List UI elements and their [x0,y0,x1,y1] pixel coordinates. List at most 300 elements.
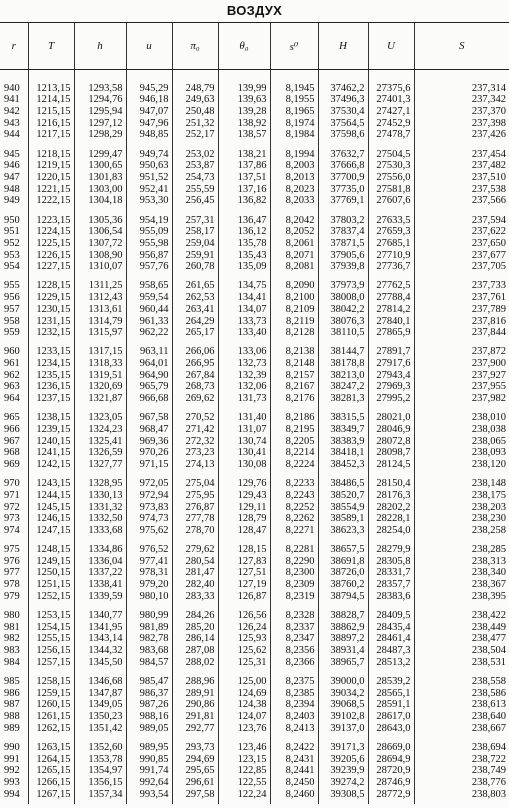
table-cell: 942 [4,106,20,118]
table-cell: 133,06 [237,346,267,358]
column-pi0-cell [172,474,218,540]
table-cell: 8,2450 [285,776,315,788]
table-cell: 38008,0 [330,292,365,304]
column-u-cell [126,343,172,409]
table-cell: 283,33 [185,590,215,602]
table-cell: 1343,14 [88,633,123,645]
table-cell: 961,33 [139,315,169,327]
table-cell: 284,26 [185,609,215,621]
table-cell: 238,586 [471,687,506,699]
table-cell: 963 [4,381,20,393]
table-cell: 28461,4 [376,633,411,645]
table-cell: 238,148 [471,478,506,490]
table-cell: 950,63 [139,160,169,172]
column-s0-cell [270,474,318,540]
table-cell: 1320,69 [88,381,123,393]
table-cell: 257,31 [185,214,215,226]
table-cell: 945,29 [139,82,169,94]
table-cell: 238,367 [471,579,506,591]
column-T-cell [28,343,74,409]
table-cell: 275,95 [185,489,215,501]
table-cell: 1249,15 [36,555,71,567]
table-cell: 952,41 [139,183,169,195]
spacer-cell [172,70,218,80]
spacer-cell [28,70,74,80]
table-row-group [0,672,509,738]
table-cell: 27969,3 [376,381,411,393]
table-cell: 28021,0 [376,412,411,424]
table-cell: 28150,4 [376,478,411,490]
table-cell: 270,52 [185,412,215,424]
table-cell: 237,370 [471,106,506,118]
table-cell: 28565,1 [376,687,411,699]
table-cell: 237,955 [471,381,506,393]
table-cell: 280,54 [185,555,215,567]
table-cell: 980 [4,609,20,621]
column-T-cell [28,672,74,738]
column-r-cell [0,145,28,211]
table-cell: 965,79 [139,381,169,393]
table-cell: 1214,15 [36,94,71,106]
table-cell: 28305,8 [376,555,411,567]
spacer-cell [126,70,172,80]
table-cell: 956 [4,292,20,304]
table-cell: 8,1965 [285,106,315,118]
column-h-cell [74,672,126,738]
column-U-cell [368,474,414,540]
table-cell: 37871,5 [330,237,365,249]
table-cell: 237,900 [471,358,506,370]
table-cell: 969,36 [139,435,169,447]
table-cell: 134,75 [237,280,267,292]
table-cell: 1237,15 [36,393,71,405]
column-s0-cell [270,738,318,804]
column-pi0-cell [172,145,218,211]
table-cell: 1312,43 [88,292,123,304]
table-cell: 238,422 [471,609,506,621]
table-cell: 966 [4,423,20,435]
table-cell: 989 [4,722,20,734]
table-cell: 27452,9 [376,117,411,129]
table-cell: 974 [4,524,20,536]
table-cell: 1243,15 [36,478,71,490]
table-cell: 38213,0 [330,369,365,381]
table-cell: 8,2281 [285,544,315,556]
table-cell: 131,73 [237,393,267,405]
column-theta0-cell [218,738,270,804]
table-cell: 988 [4,710,20,722]
table-cell: 127,83 [237,555,267,567]
column-r-cell [0,343,28,409]
table-cell: 1213,15 [36,82,71,94]
table-cell: 965 [4,412,20,424]
table-cell: 8,2033 [285,195,315,207]
table-cell: 254,73 [185,172,215,184]
table-cell: 1240,15 [36,435,71,447]
table-cell: 990 [4,741,20,753]
table-cell: 28228,1 [376,513,411,525]
column-S-cell [414,606,509,672]
column-h-cell [74,474,126,540]
column-pi0-cell [172,738,218,804]
column-U-cell [368,145,414,211]
table-cell: 37632,7 [330,148,365,160]
table-cell: 991 [4,753,20,765]
column-theta0-cell [218,474,270,540]
table-cell: 8,2394 [285,699,315,711]
table-cell: 977,41 [139,555,169,567]
table-cell: 8,2023 [285,183,315,195]
table-cell: 39102,8 [330,710,365,722]
table-cell: 37769,1 [330,195,365,207]
table-cell: 994 [4,788,20,800]
table-cell: 972,05 [139,478,169,490]
column-u-cell [126,606,172,672]
column-u-cell [126,474,172,540]
table-cell: 1326,59 [88,447,123,459]
table-cell: 992,64 [139,776,169,788]
column-pi0-cell [172,409,218,475]
table-cell: 1228,15 [36,280,71,292]
table-cell: 253,02 [185,148,215,160]
table-cell: 1232,15 [36,327,71,339]
table-cell: 291,81 [185,710,215,722]
column-header-pi0: π₀ [172,23,218,70]
table-row-group [0,409,509,475]
table-cell: 1258,15 [36,675,71,687]
column-U-cell [368,79,414,145]
column-U-cell [368,211,414,277]
table-cell: 238,449 [471,621,506,633]
column-pi0-cell [172,540,218,606]
table-cell: 237,789 [471,303,506,315]
table-cell: 28746,9 [376,776,411,788]
table-cell: 260,78 [185,261,215,273]
table-cell: 28124,5 [376,459,411,471]
table-cell: 28513,2 [376,656,411,668]
table-cell: 290,86 [185,699,215,711]
table-title: ВОЗДУХ [226,3,283,18]
table-cell: 1339,59 [88,590,123,602]
table-cell: 238,285 [471,544,506,556]
table-cell: 941 [4,94,20,106]
table-cell: 39308,5 [330,788,365,800]
table-cell: 37837,4 [330,226,365,238]
table-cell: 1223,15 [36,214,71,226]
table-cell: 949,74 [139,148,169,160]
table-cell: 38520,7 [330,489,365,501]
table-cell: 237,677 [471,249,506,261]
table-cell: 978 [4,579,20,591]
table-cell: 38486,5 [330,478,365,490]
table-cell: 948 [4,183,20,195]
table-cell: 27633,5 [376,214,411,226]
table-cell: 1341,95 [88,621,123,633]
table-cell: 39068,5 [330,699,365,711]
column-H-cell [318,343,368,409]
table-cell: 27891,7 [376,346,411,358]
table-cell: 1238,15 [36,412,71,424]
table-row-group [0,606,509,672]
table-cell: 982 [4,633,20,645]
table-cell: 1321,87 [88,393,123,405]
table-cell: 987,26 [139,699,169,711]
table-cell: 27840,1 [376,315,411,327]
table-cell: 38657,5 [330,544,365,556]
table-cell: 133,40 [237,327,267,339]
column-r-cell [0,277,28,343]
table-cell: 1224,15 [36,226,71,238]
table-cell: 8,2431 [285,753,315,765]
table-cell: 983,68 [139,645,169,657]
table-cell: 238,340 [471,567,506,579]
column-header-h: h [74,23,126,70]
table-cell: 1334,86 [88,544,123,556]
column-h-cell [74,409,126,475]
column-H-cell [318,474,368,540]
table-cell: 28202,2 [376,501,411,513]
table-cell: 1266,15 [36,776,71,788]
table-cell: 8,2148 [285,358,315,370]
table-cell: 975,62 [139,524,169,536]
column-h-cell [74,145,126,211]
table-cell: 971,15 [139,459,169,471]
table-cell: 1336,04 [88,555,123,567]
table-cell: 238,613 [471,699,506,711]
column-T-cell [28,79,74,145]
table-cell: 1308,90 [88,249,123,261]
table-cell: 1305,36 [88,214,123,226]
table-cell: 1356,15 [88,776,123,788]
table-cell: 238,175 [471,489,506,501]
table-cell: 250,48 [185,106,215,118]
table-cell: 38897,2 [330,633,365,645]
table-cell: 238,120 [471,459,506,471]
table-cell: 951 [4,226,20,238]
table-cell: 8,1974 [285,117,315,129]
table-cell: 1338,41 [88,579,123,591]
table-cell: 980,10 [139,590,169,602]
table-cell: 38247,2 [330,381,365,393]
column-H-cell [318,409,368,475]
table-cell: 8,2243 [285,489,315,501]
table-cell: 959 [4,327,20,339]
table-cell: 957 [4,303,20,315]
column-u-cell [126,211,172,277]
column-s0-cell [270,343,318,409]
table-cell: 37530,4 [330,106,365,118]
table-cell: 238,010 [471,412,506,424]
table-cell: 282,40 [185,579,215,591]
table-row-group [0,343,509,409]
table-cell: 288,96 [185,675,215,687]
table-cell: 989,95 [139,741,169,753]
table-cell: 237,705 [471,261,506,273]
table-cell: 139,99 [237,82,267,94]
table-cell: 954 [4,261,20,273]
table-cell: 127,19 [237,579,267,591]
table-cell: 264,29 [185,315,215,327]
table-cell: 27788,4 [376,292,411,304]
table-cell: 946 [4,160,20,172]
table-cell: 8,2385 [285,687,315,699]
column-header-U: U [368,23,414,70]
table-cell: 28435,4 [376,621,411,633]
table-cell: 39239,9 [330,765,365,777]
table-cell: 953 [4,249,20,261]
column-theta0-cell [218,343,270,409]
table-row-group [0,211,509,277]
table-cell: 28591,1 [376,699,411,711]
table-cell: 8,2290 [285,555,315,567]
table-cell: 1222,15 [36,195,71,207]
table-cell: 125,00 [237,675,267,687]
column-pi0-cell [172,343,218,409]
table-cell: 263,41 [185,303,215,315]
table-cell: 1255,15 [36,633,71,645]
table-cell: 273,23 [185,447,215,459]
table-cell: 1253,15 [36,609,71,621]
table-cell: 137,16 [237,183,267,195]
table-cell: 984,57 [139,656,169,668]
table-cell: 1248,15 [36,544,71,556]
table-row-group [0,145,509,211]
table-cell: 296,61 [185,776,215,788]
column-h-cell [74,79,126,145]
table-cell: 993 [4,776,20,788]
table-cell: 968,47 [139,423,169,435]
table-cell: 1351,42 [88,722,123,734]
table-cell: 1323,05 [88,412,123,424]
table-cell: 977 [4,567,20,579]
spacer-cell [218,70,270,80]
column-S-cell [414,211,509,277]
table-cell: 237,426 [471,129,506,141]
column-theta0-cell [218,606,270,672]
table-cell: 238,093 [471,447,506,459]
table-cell: 238,395 [471,590,506,602]
column-h-cell [74,606,126,672]
table-cell: 38623,3 [330,524,365,536]
table-cell: 238,722 [471,753,506,765]
table-cell: 8,2128 [285,327,315,339]
table-cell: 262,53 [185,292,215,304]
table-cell: 135,78 [237,237,267,249]
table-cell: 37735,0 [330,183,365,195]
table-cell: 1250,15 [36,567,71,579]
table-cell: 238,504 [471,645,506,657]
table-cell: 237,816 [471,315,506,327]
table-cell: 1337,22 [88,567,123,579]
column-H-cell [318,606,368,672]
table-cell: 37598,6 [330,129,365,141]
table-cell: 134,07 [237,303,267,315]
table-cell: 1357,34 [88,788,123,800]
table-cell: 955 [4,280,20,292]
table-cell: 268,73 [185,381,215,393]
column-S-cell [414,474,509,540]
table-cell: 39205,6 [330,753,365,765]
table-cell: 37564,5 [330,117,365,129]
table-cell: 38828,7 [330,609,365,621]
column-U-cell [368,540,414,606]
table-cell: 1311,25 [88,280,123,292]
table-cell: 1333,68 [88,524,123,536]
table-cell: 988,16 [139,710,169,722]
table-cell: 27995,2 [376,393,411,405]
table-cell: 8,2224 [285,459,315,471]
column-theta0-cell [218,409,270,475]
table-row-group [0,277,509,343]
table-cell: 38589,1 [330,513,365,525]
table-cell: 137,86 [237,160,267,172]
table-cell: 1219,15 [36,160,71,172]
column-H-cell [318,672,368,738]
table-cell: 971 [4,489,20,501]
table-cell: 959,54 [139,292,169,304]
table-cell: 982,78 [139,633,169,645]
column-S-cell [414,672,509,738]
table-cell: 1298,29 [88,129,123,141]
column-r-cell [0,672,28,738]
table-cell: 38178,8 [330,358,365,370]
column-H-cell [318,738,368,804]
table-cell: 238,065 [471,435,506,447]
column-H-cell [318,211,368,277]
table-cell: 945 [4,148,20,160]
table-cell: 1313,61 [88,303,123,315]
table-cell: 267,84 [185,369,215,381]
column-S-cell [414,540,509,606]
table-cell: 28772,9 [376,788,411,800]
table-cell: 38349,7 [330,423,365,435]
table-cell: 38042,2 [330,303,365,315]
table-cell: 139,28 [237,106,267,118]
table-cell: 991,74 [139,765,169,777]
table-cell: 947 [4,172,20,184]
table-cell: 38760,2 [330,579,365,591]
table-cell: 123,46 [237,741,267,753]
table-cell: 1247,15 [36,524,71,536]
table-cell: 1294,76 [88,94,123,106]
table-cell: 27865,9 [376,327,411,339]
table-cell: 1354,97 [88,765,123,777]
table-cell: 974,73 [139,513,169,525]
column-theta0-cell [218,211,270,277]
table-cell: 132,73 [237,358,267,370]
column-T-cell [28,409,74,475]
table-cell: 1245,15 [36,501,71,513]
table-cell: 297,58 [185,788,215,800]
table-cell: 251,32 [185,117,215,129]
column-header-S: S [414,23,509,70]
table-cell: 126,87 [237,590,267,602]
table-cell: 27427,1 [376,106,411,118]
table-cell: 947,96 [139,117,169,129]
table-cell: 8,2176 [285,393,315,405]
table-cell: 27530,3 [376,160,411,172]
table-cell: 238,749 [471,765,506,777]
table-cell: 8,2119 [286,315,315,327]
table-cell: 1231,15 [36,315,71,327]
table-cell: 269,62 [185,393,215,405]
column-header-r: r [0,23,28,70]
column-H-cell [318,79,368,145]
table-cell: 8,2319 [285,590,315,602]
table-cell: 237,982 [471,393,506,405]
table-cell: 1297,12 [88,117,123,129]
table-cell: 978,31 [139,567,169,579]
